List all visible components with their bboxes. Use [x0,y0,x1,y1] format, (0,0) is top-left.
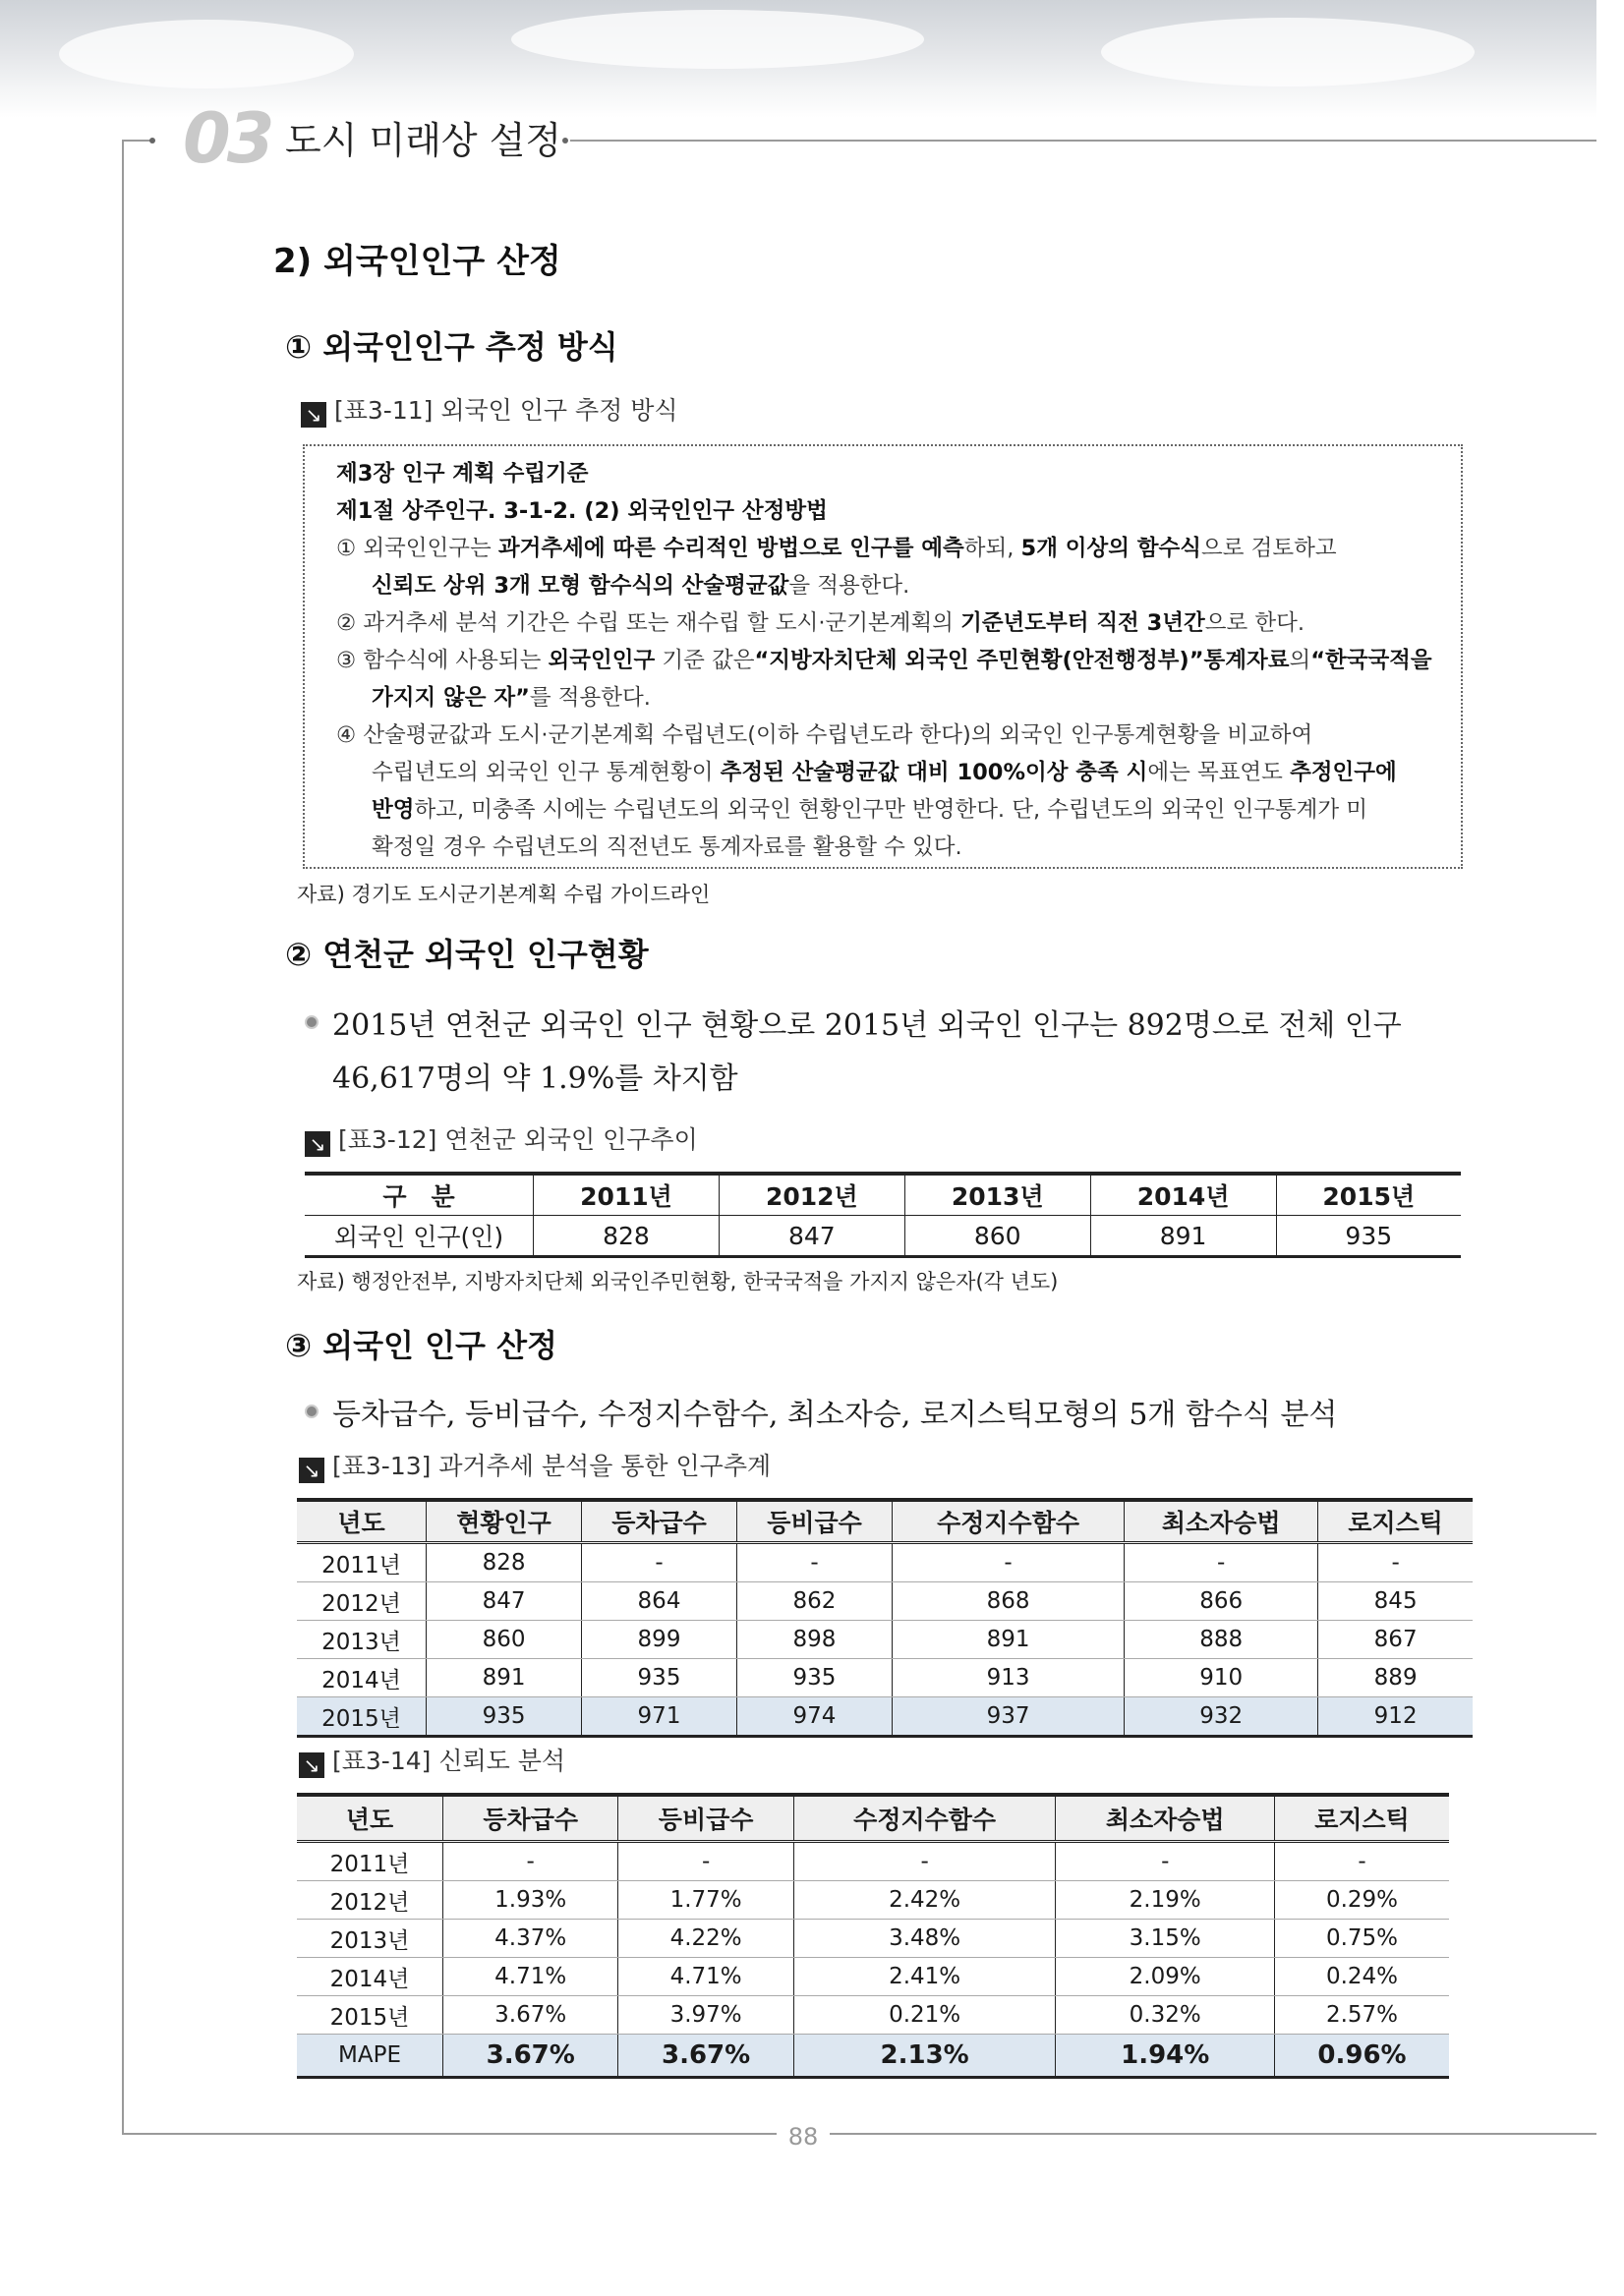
table-cell: 867 [1318,1621,1473,1659]
table-row [297,1920,1449,1958]
box-item-1-cont [372,568,909,600]
table-cell: 860 [904,1216,1090,1257]
box-item-1 [336,531,1337,562]
bold-text: 과거추세에 따른 수리적인 방법으로 인구를 예측 [497,536,964,561]
table-cell: 4.71% [618,1958,793,1996]
text: 으로 한다. [1204,610,1305,636]
mape-row [297,2035,1449,2078]
table-header-row [305,1174,1461,1216]
table-cell: 913 [892,1659,1124,1697]
table-row [297,1958,1449,1996]
table-cell: 845 [1318,1582,1473,1621]
table-cell: 2013년 [297,1920,443,1958]
table-cell: 828 [427,1543,582,1582]
table-cell: - [443,1842,618,1881]
box-item-4-cont [372,755,1397,786]
table-header: 수정지수함수 [793,1795,1056,1842]
table-cell: 2.41% [793,1958,1056,1996]
arrow-down-right-icon: ↘ [301,402,326,428]
table-header: 구 분 [305,1174,534,1216]
rule-dot [562,138,568,144]
table-cell: 2012년 [297,1881,443,1920]
table-cell: 860 [427,1621,582,1659]
table-cell: 2.57% [1274,1996,1449,2035]
bold-text: 반영 [372,797,415,823]
foreign-population-table [305,1172,1461,1258]
table-cell: 937 [892,1697,1124,1737]
box-item-4: ④ 산술평균값과 도시·군기본계획 수립년도(이하 수립년도라 한다)의 외국인 인구통계현황을 비교하여 [336,722,1313,748]
table-cell: 3.97% [618,1996,793,2035]
bold-text: 가지지 않은 자” [372,685,530,711]
bullet-icon [305,1015,319,1029]
bullet-icon [305,1405,319,1418]
bold-text: 신뢰도 상위 3개 모형 함수식의 산술평균값 [372,573,789,599]
table-header: 최소자승법 [1125,1500,1318,1543]
table-cell: 0.32% [1056,1996,1275,2035]
table-header: 2014년 [1090,1174,1276,1216]
subsection-title: ② 연천군 외국인 인구현황 [285,936,649,973]
table-cell: 0.96% [1274,2035,1449,2078]
bold-text: “한국국적을 [1310,648,1432,673]
table-cell: 847 [719,1216,904,1257]
table-cell: - [618,1842,793,1881]
table-cell: 1.93% [443,1881,618,1920]
text: 하되, [963,536,1021,561]
table-cell: 935 [427,1697,582,1737]
table-cell: - [1318,1543,1473,1582]
table-cell: 1.77% [618,1881,793,1920]
table-caption [305,1120,698,1157]
arrow-down-right-icon: ↘ [299,1458,324,1483]
text: 를 적용한다. [529,685,651,711]
table-cell: 935 [737,1659,893,1697]
caption-text: [표3-13] 과거추세 분석을 통한 인구추계 [332,1452,772,1480]
section-title: 2) 외국인인구 산정 [273,242,561,281]
bold-text: 추정인구에 [1290,760,1397,785]
text: 2015년 연천군 외국인 인구 현황으로 2015년 외국인 인구는 892명으로 전체 인구 [332,1008,1402,1043]
table-cell: 847 [427,1582,582,1621]
arrow-down-right-icon: ↘ [299,1752,324,1778]
table-cell: 0.75% [1274,1920,1449,1958]
table-header: 로지스틱 [1274,1795,1449,1842]
table-cell: 2015년 [297,1996,443,2035]
table-cell: - [892,1543,1124,1582]
table-cell: 2014년 [297,1958,443,1996]
table-row [297,1842,1449,1881]
table-header: 2012년 [719,1174,904,1216]
population-projection-table [297,1498,1473,1738]
table-cell: 4.71% [443,1958,618,1996]
rule-dot [149,138,155,144]
arrow-down-right-icon: ↘ [305,1131,330,1157]
table-cell: 891 [892,1621,1124,1659]
table-cell: 외국인 인구(인) [333,1223,504,1251]
box-line: 제1절 상주인구. 3-1-2. (2) 외국인인구 산정방법 [336,498,828,524]
table-cell: 828 [534,1216,720,1257]
table-header: 등차급수 [443,1795,618,1842]
table-cell: - [1056,1842,1275,1881]
guideline-box [303,444,1463,869]
text: ② 과거추세 분석 기간은 수립 또는 재수립 할 도시·군기본계획의 [336,610,961,636]
chapter-number: 03 [183,98,271,179]
table-header: 2013년 [904,1174,1090,1216]
table-cell: - [737,1543,893,1582]
table-cell: - [1274,1842,1449,1881]
cloud [1101,18,1475,86]
table-header: 년도 [297,1795,443,1842]
table-cell: 971 [582,1697,737,1737]
table-cell: 3.67% [618,2035,793,2078]
table-cell: 2.09% [1056,1958,1275,1996]
text: 기준 값은 [655,648,755,673]
table-row [297,1621,1473,1659]
table-cell: 0.29% [1274,1881,1449,1920]
table-row [297,1659,1473,1697]
box-item-3-cont [372,680,651,712]
table-cell: 862 [737,1582,893,1621]
cloud [511,10,924,69]
table-row [297,1543,1473,1582]
box-item-4-cont [372,792,1367,824]
table-cell: 3.67% [443,1996,618,2035]
bullet-text [305,1001,1402,1044]
bold-text: “지방자치단체 외국인 주민현황(안전행정부)”통계자료 [754,648,1290,673]
table-header: 등비급수 [737,1500,893,1543]
table-cell: 2012년 [297,1582,427,1621]
table-header: 년도 [297,1500,427,1543]
table-header-row [297,1500,1473,1543]
table-cell: 891 [427,1659,582,1697]
table-cell: - [1125,1543,1318,1582]
table-cell: 868 [892,1582,1124,1621]
bold-text: 추정된 산술평균값 대비 100%이상 충족 시 [720,760,1148,785]
caption-text: [표3-12] 연천군 외국인 인구추이 [338,1125,698,1154]
box-line: 제3장 인구 계획 수립기준 [336,461,589,487]
table-cell: 866 [1125,1582,1318,1621]
table-row [297,1881,1449,1920]
table-header: 등비급수 [618,1795,793,1842]
table-cell: 2011년 [297,1842,443,1881]
table-cell: 2013년 [297,1621,427,1659]
table-cell: 910 [1125,1659,1318,1697]
table-header: 등차급수 [582,1500,737,1543]
frame-line [122,140,124,2135]
table-cell: 2.13% [793,2035,1056,2078]
table-cell: 891 [1090,1216,1276,1257]
table-cell: 0.21% [793,1996,1056,2035]
table-row-highlighted [297,1697,1473,1737]
caption-text: [표3-11] 외국인 인구 추정 방식 [334,396,678,425]
table-cell: 974 [737,1697,893,1737]
table-row [297,1996,1449,2035]
box-item-4-cont: 확정일 경우 수립년도의 직전년도 통계자료를 활용할 수 있다. [372,834,962,860]
frame-line [122,2133,1596,2135]
table-cell: 898 [737,1621,893,1659]
table-cell: MAPE [297,2035,443,2078]
subsection-title: ① 외국인인구 추정 방식 [285,328,618,366]
table-cell: 2015년 [297,1697,427,1737]
table-cell: 889 [1318,1659,1473,1697]
table-cell: 935 [1276,1216,1461,1257]
table-row [305,1216,1461,1257]
text: 등차급수, 등비급수, 수정지수함수, 최소자승, 로지스틱모형의 5개 함수식 분석 [332,1398,1338,1432]
table-header: 2015년 [1276,1174,1461,1216]
page-number: 88 [777,2123,830,2151]
subsection-title: ③ 외국인 인구 산정 [285,1327,557,1364]
table-cell: 3.67% [443,2035,618,2078]
bullet-text-cont: 46,617명의 약 1.9%를 차지함 [332,1062,738,1096]
table-cell: - [582,1543,737,1582]
source-note: 자료) 경기도 도시군기본계획 수립 가이드라인 [297,883,711,906]
table-header: 로지스틱 [1318,1500,1473,1543]
table-cell: 864 [582,1582,737,1621]
table-cell: 0.24% [1274,1958,1449,1996]
table-cell: 888 [1125,1621,1318,1659]
box-item-2 [336,605,1305,637]
table-cell: 3.48% [793,1920,1056,1958]
table-header: 수정지수함수 [892,1500,1124,1543]
table-cell: - [793,1842,1056,1881]
source-note: 자료) 행정안전부, 지방자치단체 외국인주민현황, 한국국적을 가지지 않은자(각 년도) [297,1270,1059,1293]
table-cell: 2014년 [297,1659,427,1697]
table-header: 현황인구 [427,1500,582,1543]
table-cell: 2011년 [297,1543,427,1582]
table-cell: 935 [582,1659,737,1697]
text: ① 외국인인구는 [336,536,498,561]
table-cell: 3.15% [1056,1920,1275,1958]
text: 을 적용한다. [788,573,910,599]
cloud [59,20,354,88]
bullet-text [305,1390,1337,1433]
table-cell: 932 [1125,1697,1318,1737]
table-cell: 912 [1318,1697,1473,1737]
table-cell: 899 [582,1621,737,1659]
text: 수립년도의 외국인 인구 통계현황이 [372,760,721,785]
table-caption [299,1447,771,1483]
caption-text: [표3-14] 신뢰도 분석 [332,1747,566,1775]
table-header: 최소자승법 [1056,1795,1275,1842]
bold-text: 기준년도부터 직전 3년간 [960,610,1205,636]
table-cell: 4.22% [618,1920,793,1958]
text: 으로 검토하고 [1201,536,1337,561]
table-cell: 1.94% [1056,2035,1275,2078]
header-rule [570,140,1596,142]
box-item-3 [336,643,1432,674]
text: ③ 함수식에 사용되는 [336,648,549,673]
table-caption [301,391,678,428]
table-cell: 2.19% [1056,1881,1275,1920]
text: 에는 목표연도 [1147,760,1291,785]
table-header-row [297,1795,1449,1842]
bold-text: 5개 이상의 함수식 [1020,536,1202,561]
reliability-table [297,1793,1449,2079]
text: 의 [1289,648,1311,673]
table-caption [299,1742,565,1778]
text: 하고, 미충족 시에는 수립년도의 외국인 현황인구만 반영한다. 단, 수립년도의 외국인 인구통계가 미 [414,797,1368,823]
bold-text: 외국인인구 [548,648,656,673]
table-header: 2011년 [534,1174,720,1216]
table-cell: 4.37% [443,1920,618,1958]
chapter-title: 도시 미래상 설정 [285,119,562,162]
table-row [297,1582,1473,1621]
table-cell: 2.42% [793,1881,1056,1920]
